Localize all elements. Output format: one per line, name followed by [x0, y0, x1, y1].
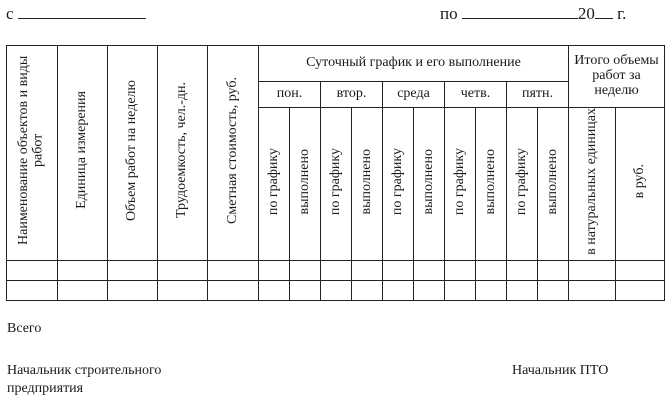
table-cell — [158, 280, 208, 300]
total-group-header: Итого объемы работ за неделю — [569, 46, 665, 108]
from-label: с — [6, 4, 14, 23]
table-cell — [259, 260, 290, 280]
table-cell — [383, 280, 414, 300]
left-signature-label: Начальник строительного предприятия — [7, 363, 162, 396]
table-cell — [616, 260, 665, 280]
table-cell — [476, 260, 507, 280]
col-volume-header: Объем работ на неделю — [108, 46, 158, 261]
total-natural-header: в натуральных единицах — [569, 108, 616, 261]
table-cell — [507, 260, 538, 280]
col-objects-header: Наименование объектов и виды работ — [7, 46, 58, 261]
day-header-mon: пон. — [259, 82, 321, 108]
fri-done-header: выполнено — [538, 108, 569, 261]
table-cell — [538, 260, 569, 280]
fri-planned-header: по графику — [507, 108, 538, 261]
col-unit-header: Единица измерения — [58, 46, 108, 261]
table-cell — [108, 260, 158, 280]
table-cell — [414, 280, 445, 300]
table-cell — [352, 280, 383, 300]
table-cell — [383, 260, 414, 280]
table-cell — [616, 280, 665, 300]
wed-planned-header: по графику — [383, 108, 414, 261]
col-cost-header: Сметная стоимость, руб. — [208, 46, 259, 261]
tue-planned-header: по графику — [321, 108, 352, 261]
table-cell — [7, 280, 58, 300]
table-cell — [321, 260, 352, 280]
to-date-blank — [462, 2, 578, 19]
wed-done-header: выполнено — [414, 108, 445, 261]
tue-done-header: выполнено — [352, 108, 383, 261]
table-row — [7, 280, 665, 300]
total-label: Всего — [7, 321, 42, 336]
table-cell — [476, 280, 507, 300]
table-cell — [158, 260, 208, 280]
table-cell — [7, 260, 58, 280]
day-header-thu: четв. — [445, 82, 507, 108]
table-cell — [208, 280, 259, 300]
year-suffix: г. — [617, 4, 627, 23]
table-cell — [58, 280, 108, 300]
table-cell — [352, 260, 383, 280]
thu-planned-header: по графику — [445, 108, 476, 261]
year-prefix: 20 — [577, 4, 595, 23]
table-cell — [538, 280, 569, 300]
col-labor-header: Трудоемкость, чел.-дн. — [158, 46, 208, 261]
table-cell — [108, 280, 158, 300]
period-to — [440, 2, 626, 24]
table-row — [7, 260, 665, 280]
from-date-blank — [18, 2, 146, 19]
schedule-group-header: Суточный график и его выполнение — [259, 46, 569, 82]
to-label: по — [440, 4, 458, 23]
day-header-wed: среда — [383, 82, 445, 108]
table-cell — [208, 260, 259, 280]
table-cell — [569, 280, 616, 300]
mon-done-header: выполнено — [290, 108, 321, 261]
period-from — [6, 2, 146, 24]
mon-planned-header: по графику — [259, 108, 290, 261]
table-cell — [321, 280, 352, 300]
table-cell — [290, 260, 321, 280]
table-cell — [58, 260, 108, 280]
table-cell — [290, 280, 321, 300]
year-blank — [595, 2, 613, 19]
table-cell — [507, 280, 538, 300]
table-cell — [414, 260, 445, 280]
day-header-fri: пятн. — [507, 82, 569, 108]
thu-done-header: выполнено — [476, 108, 507, 261]
table-cell — [445, 280, 476, 300]
table-cell — [569, 260, 616, 280]
total-rub-header: в руб. — [616, 108, 665, 261]
table-cell — [259, 280, 290, 300]
day-header-tue: втор. — [321, 82, 383, 108]
table-cell — [445, 260, 476, 280]
weekly-schedule-table — [6, 45, 665, 301]
right-signature-label: Начальник ПТО — [512, 363, 609, 378]
